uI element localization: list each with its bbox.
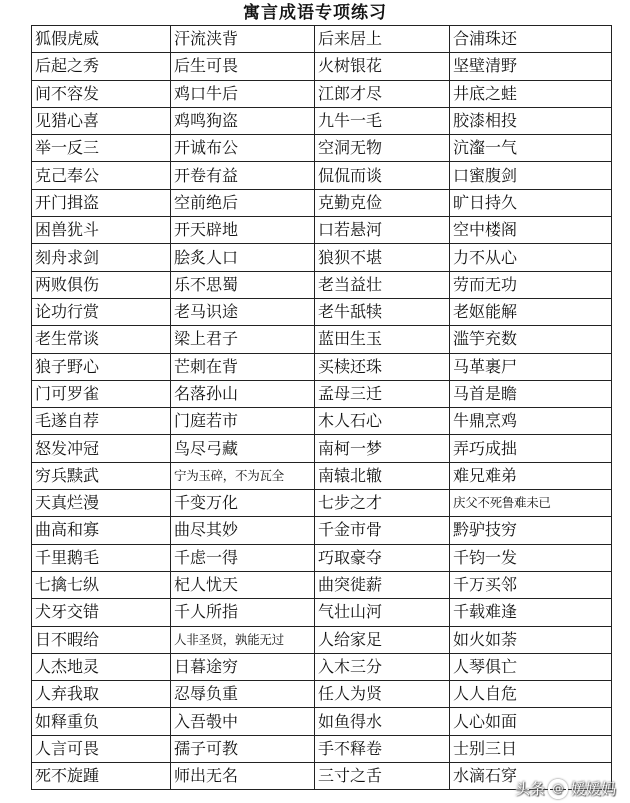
idiom-cell: 开诚布公	[171, 135, 315, 162]
idiom-cell: 两败俱伤	[32, 271, 171, 298]
idiom-cell: 沆瀣一气	[450, 135, 612, 162]
idiom-cell: 日暮途穷	[171, 653, 315, 680]
idiom-cell: 曲尽其妙	[171, 517, 315, 544]
idiom-cell: 买椟还珠	[315, 353, 450, 380]
idiom-cell: 人非圣贤，孰能无过	[171, 626, 315, 653]
idiom-cell: 老妪能解	[450, 298, 612, 325]
table-row	[32, 653, 612, 680]
idiom-cell: 老马识途	[171, 298, 315, 325]
idiom-cell: 士别三日	[450, 735, 612, 762]
idiom-cell: 马革裹尸	[450, 353, 612, 380]
table-row	[32, 26, 612, 53]
idiom-cell: 曲突徙薪	[315, 571, 450, 598]
table-row	[32, 135, 612, 162]
idiom-cell: 狼狈不堪	[315, 244, 450, 271]
idiom-cell: 穷兵黩武	[32, 462, 171, 489]
idiom-cell: 刻舟求剑	[32, 244, 171, 271]
idiom-cell: 老牛舐犊	[315, 298, 450, 325]
idiom-cell: 井底之蛙	[450, 80, 612, 107]
idiom-cell: 木人石心	[315, 408, 450, 435]
table-row	[32, 271, 612, 298]
idiom-cell: 门庭若市	[171, 408, 315, 435]
idiom-cell: 毛遂自荐	[32, 408, 171, 435]
idiom-cell: 克勤克俭	[315, 189, 450, 216]
idiom-cell: 坚壁清野	[450, 53, 612, 80]
idiom-cell: 人弃我取	[32, 681, 171, 708]
idiom-cell: 旷日持久	[450, 189, 612, 216]
idiom-cell: 入木三分	[315, 653, 450, 680]
idiom-cell: 水滴石穿	[450, 763, 612, 790]
idiom-cell: 庆父不死鲁难未已	[450, 490, 612, 517]
idiom-cell: 江郎才尽	[315, 80, 450, 107]
idiom-table-body	[32, 26, 612, 790]
idiom-cell: 千变万化	[171, 490, 315, 517]
idiom-cell: 犬牙交错	[32, 599, 171, 626]
idiom-cell: 牛鼎烹鸡	[450, 408, 612, 435]
idiom-cell: 汗流浃背	[171, 26, 315, 53]
at-icon: @	[548, 779, 568, 799]
table-row	[32, 298, 612, 325]
idiom-cell: 南辕北辙	[315, 462, 450, 489]
idiom-cell: 蓝田生玉	[315, 326, 450, 353]
idiom-cell: 孺子可教	[171, 735, 315, 762]
idiom-cell: 老生常谈	[32, 326, 171, 353]
idiom-cell: 脍炙人口	[171, 244, 315, 271]
idiom-cell: 论功行赏	[32, 298, 171, 325]
idiom-cell: 口若悬河	[315, 217, 450, 244]
watermark-brand: 头条	[514, 780, 545, 798]
table-row	[32, 626, 612, 653]
table-row	[32, 490, 612, 517]
idiom-cell: 侃侃而谈	[315, 162, 450, 189]
idiom-cell: 劳而无功	[450, 271, 612, 298]
table-row	[32, 681, 612, 708]
table-row	[32, 571, 612, 598]
table-row	[32, 544, 612, 571]
idiom-cell: 孟母三迁	[315, 380, 450, 407]
table-row	[32, 408, 612, 435]
table-row	[32, 326, 612, 353]
idiom-cell: 开天辟地	[171, 217, 315, 244]
idiom-cell: 后来居上	[315, 26, 450, 53]
watermark	[515, 778, 616, 799]
idiom-cell: 合浦珠还	[450, 26, 612, 53]
idiom-cell: 举一反三	[32, 135, 171, 162]
worksheet-title: 寓言成语专项练习	[243, 3, 387, 23]
idiom-cell: 马首是瞻	[450, 380, 612, 407]
idiom-cell: 七擒七纵	[32, 571, 171, 598]
idiom-cell: 曲高和寡	[32, 517, 171, 544]
idiom-cell: 难兄难弟	[450, 462, 612, 489]
idiom-cell: 空中楼阁	[450, 217, 612, 244]
table-row	[32, 435, 612, 462]
idiom-cell: 空洞无物	[315, 135, 450, 162]
idiom-cell: 人给家足	[315, 626, 450, 653]
idiom-cell: 人人自危	[450, 681, 612, 708]
idiom-cell: 狼子野心	[32, 353, 171, 380]
table-row	[32, 380, 612, 407]
idiom-cell: 死不旋踵	[32, 763, 171, 790]
idiom-cell: 千载难逢	[450, 599, 612, 626]
idiom-cell: 后起之秀	[32, 53, 171, 80]
idiom-cell: 千虑一得	[171, 544, 315, 571]
idiom-table	[31, 25, 612, 790]
idiom-cell: 日不暇给	[32, 626, 171, 653]
table-row	[32, 244, 612, 271]
idiom-cell: 忍辱负重	[171, 681, 315, 708]
idiom-cell: 师出无名	[171, 763, 315, 790]
idiom-cell: 困兽犹斗	[32, 217, 171, 244]
idiom-cell: 如鱼得水	[315, 708, 450, 735]
idiom-cell: 空前绝后	[171, 189, 315, 216]
idiom-cell: 梁上君子	[171, 326, 315, 353]
idiom-cell: 人心如面	[450, 708, 612, 735]
idiom-cell: 任人为贤	[315, 681, 450, 708]
idiom-cell: 如释重负	[32, 708, 171, 735]
idiom-cell: 千万买邻	[450, 571, 612, 598]
idiom-cell: 天真烂漫	[32, 490, 171, 517]
idiom-cell: 后生可畏	[171, 53, 315, 80]
idiom-cell: 入吾彀中	[171, 708, 315, 735]
idiom-cell: 黔驴技穷	[450, 517, 612, 544]
idiom-cell: 老当益壮	[315, 271, 450, 298]
idiom-cell: 如火如荼	[450, 626, 612, 653]
table-row	[32, 80, 612, 107]
idiom-cell: 间不容发	[32, 80, 171, 107]
idiom-cell: 三寸之舌	[315, 763, 450, 790]
table-row	[32, 107, 612, 134]
idiom-cell: 南柯一梦	[315, 435, 450, 462]
watermark-handle: 媛媛妈	[570, 780, 616, 798]
idiom-cell: 门可罗雀	[32, 380, 171, 407]
idiom-cell: 力不从心	[450, 244, 612, 271]
idiom-cell: 名落孙山	[171, 380, 315, 407]
table-row	[32, 599, 612, 626]
idiom-cell: 弄巧成拙	[450, 435, 612, 462]
idiom-cell: 杞人忧天	[171, 571, 315, 598]
idiom-cell: 怒发冲冠	[32, 435, 171, 462]
idiom-cell: 人言可畏	[32, 735, 171, 762]
idiom-cell: 鸡鸣狗盗	[171, 107, 315, 134]
idiom-cell: 手不释卷	[315, 735, 450, 762]
idiom-cell: 千人所指	[171, 599, 315, 626]
idiom-cell: 胶漆相投	[450, 107, 612, 134]
table-row	[32, 53, 612, 80]
table-row	[32, 735, 612, 762]
idiom-cell: 七步之才	[315, 490, 450, 517]
idiom-cell: 开卷有益	[171, 162, 315, 189]
idiom-cell: 千里鹅毛	[32, 544, 171, 571]
idiom-cell: 巧取豪夺	[315, 544, 450, 571]
table-row	[32, 217, 612, 244]
table-row	[32, 189, 612, 216]
idiom-cell: 宁为玉碎，不为瓦全	[171, 462, 315, 489]
idiom-cell: 千钧一发	[450, 544, 612, 571]
table-row	[32, 462, 612, 489]
table-row	[32, 353, 612, 380]
table-row	[32, 708, 612, 735]
idiom-cell: 开门揖盗	[32, 189, 171, 216]
idiom-cell: 滥竽充数	[450, 326, 612, 353]
idiom-cell: 鸡口牛后	[171, 80, 315, 107]
idiom-cell: 人琴俱亡	[450, 653, 612, 680]
idiom-cell: 狐假虎威	[32, 26, 171, 53]
idiom-cell: 鸟尽弓藏	[171, 435, 315, 462]
idiom-cell: 克己奉公	[32, 162, 171, 189]
idiom-cell: 乐不思蜀	[171, 271, 315, 298]
idiom-cell: 见猎心喜	[32, 107, 171, 134]
idiom-cell: 气壮山河	[315, 599, 450, 626]
table-row	[32, 517, 612, 544]
idiom-cell: 人杰地灵	[32, 653, 171, 680]
idiom-cell: 千金市骨	[315, 517, 450, 544]
idiom-cell: 火树银花	[315, 53, 450, 80]
idiom-cell: 口蜜腹剑	[450, 162, 612, 189]
table-row	[32, 162, 612, 189]
idiom-cell: 芒刺在背	[171, 353, 315, 380]
idiom-cell: 九牛一毛	[315, 107, 450, 134]
